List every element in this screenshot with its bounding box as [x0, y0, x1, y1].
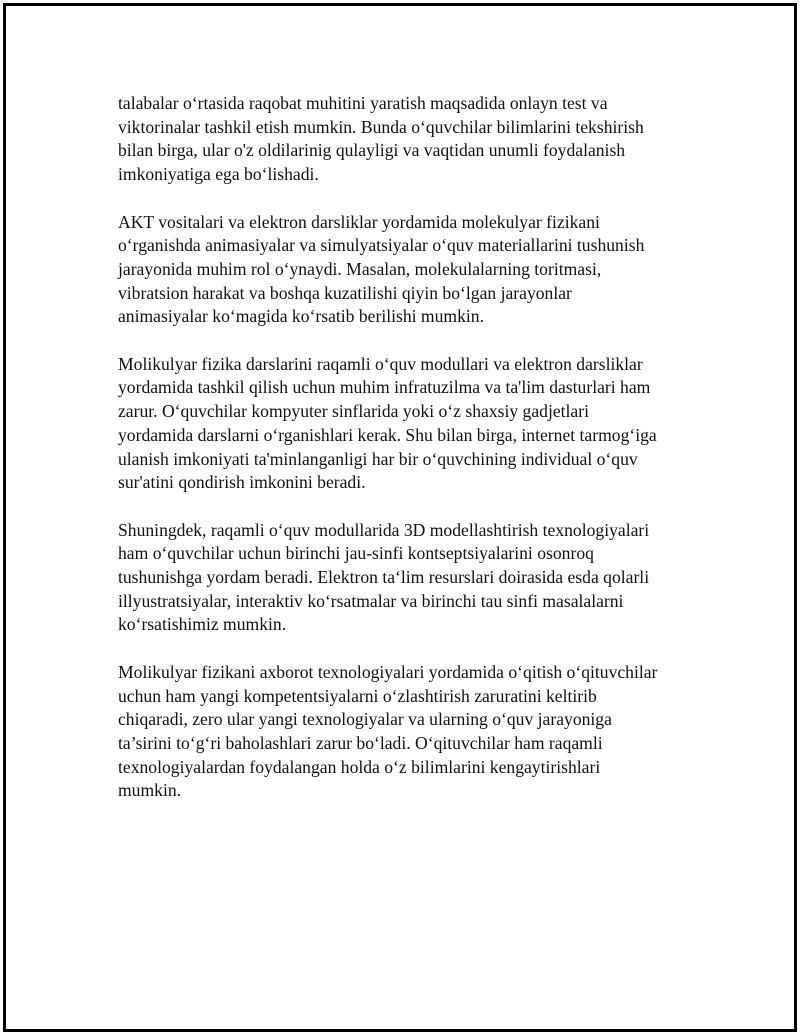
text-line: texnologiyalardan foydalangan holda o‘z bilimlarini kengaytirishlari: [118, 756, 601, 777]
text-line: viktorinalar tashkil etish mumkin. Bunda o‘quvchilar bilimlarini tekshirish: [118, 116, 644, 137]
text-line: chiqaradi, zero ular yangi texnologiyalar va ularning o‘quv jarayoniga: [118, 709, 612, 730]
text-line: Shuningdek, raqamli o‘quv modullarida 3D modellashtirish texnologiyalari: [118, 519, 650, 540]
text-line: bilan birga, ular o'z oldilarinig qulayligi va vaqtidan unumli foydalanish: [118, 140, 626, 161]
text-line: ulanish imkoniyati ta'minlanganligi har bir o‘quvchining individual o‘quv: [118, 448, 638, 469]
text-line: sur'atini qondirish imkonini beradi.: [118, 472, 366, 493]
text-line: ham o‘quvchilar uchun birinchi jau-sinfi kontseptsiyalarini osonroq: [118, 543, 594, 564]
paragraph-1: [118, 92, 698, 187]
text-line: yordamida darslarni o‘rganishlari kerak. Shu bilan birga, internet tarmog‘iga: [118, 424, 657, 445]
text-line: AKT vositalari va elektron darsliklar yordamida molekulyar fizikani: [118, 211, 600, 232]
text-line: animasiyalar ko‘magida ko‘rsatib berilishi mumkin.: [118, 306, 484, 327]
text-line: ko‘rsatishimiz mumkin.: [118, 614, 287, 635]
text-line: tushunishga yordam beradi. Elektron ta‘lim resurslari doirasida esda qolarli: [118, 567, 650, 588]
text-line: jarayonida muhim rol o‘ynaydi. Masalan, molekulalarning toritmasi,: [118, 258, 602, 279]
text-line: Molikulyar fizikani axborot texnologiyalari yordamida o‘qitish o‘qituvchilar: [118, 661, 658, 682]
text-line: zarur. O‘quvchilar kompyuter sinflarida yoki o‘z shaxsiy gadjetlari: [118, 401, 589, 422]
text-line: illyustratsiyalar, interaktiv ko‘rsatmalar va birinchi tau sinfi masalalarni: [118, 590, 624, 611]
text-line: Molikulyar fizika darslarini raqamli o‘quv modullari va elektron darsliklar: [118, 353, 643, 374]
paragraph-3: [118, 353, 698, 495]
text-line: uchun ham yangi kompetentsiyalarni o‘zlashtirish zaruratini keltirib: [118, 685, 597, 706]
text-line: imkoniyatiga ega bo‘lishadi.: [118, 164, 319, 185]
text-line: yordamida tashkil qilish uchun muhim infratuzilma va ta'lim dasturlari ham: [118, 377, 651, 398]
text-line: talabalar o‘rtasida raqobat muhitini yaratish maqsadida onlayn test va: [118, 93, 608, 113]
paragraph-5: [118, 661, 698, 803]
text-line: o‘rganishda animasiyalar va simulyatsiyalar o‘quv materiallarini tushunish: [118, 235, 645, 256]
text-line: vibratsion harakat va boshqa kuzatilishi qiyin bo‘lgan jarayonlar: [118, 282, 572, 303]
paragraph-4: [118, 519, 698, 638]
paragraph-2: [118, 211, 698, 330]
document-body: [118, 92, 698, 827]
text-line: mumkin.: [118, 780, 182, 801]
text-line: ta’sirini to‘g‘ri baholashlari zarur bo‘ladi. O‘qituvchilar ham raqamli: [118, 732, 603, 753]
